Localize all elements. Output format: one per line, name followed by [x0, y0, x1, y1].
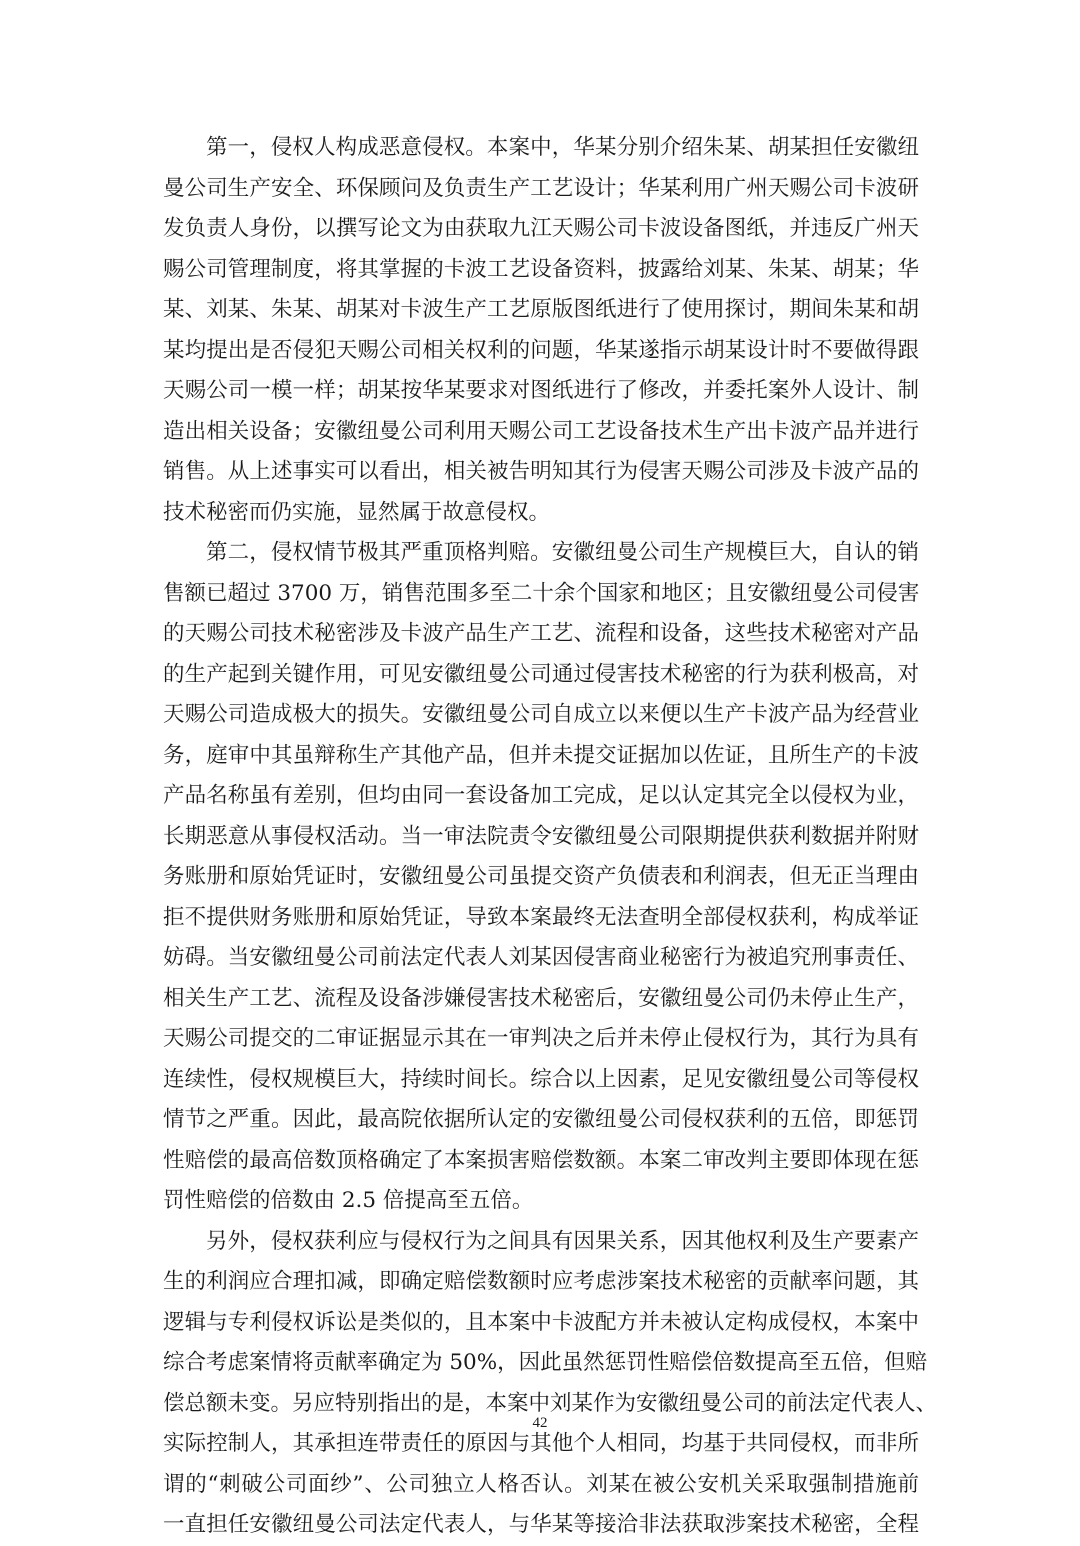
paragraph-line: 曼公司生产安全、环保顾问及负责生产工艺设计；华某利用广州天赐公司卡波研 [163, 175, 919, 201]
paragraph-3 [163, 1222, 938, 1546]
paragraph-line: 赐公司管理制度，将其掌握的卡波工艺设备资料，披露给刘某、朱某、胡某；华 [163, 256, 919, 282]
paragraph-line: 某均提出是否侵犯天赐公司相关权利的问题，华某遂指示胡某设计时不要做得跟 [163, 337, 919, 363]
paragraph-line: 生的利润应合理扣减，即确定赔偿数额时应考虑涉案技术秘密的贡献率问题，其 [163, 1269, 919, 1294]
paragraph-line: 偿总额未变。另应特别指出的是，本案中刘某作为安徽纽曼公司的前法定代表人、 [163, 1390, 938, 1416]
paragraph-line: 的生产起到关键作用，可见安徽纽曼公司通过侵害技术秘密的行为获利极高，对 [163, 661, 919, 687]
paragraph-line: 售额已超过 3700 万，销售范围多至二十余个国家和地区；且安徽纽曼公司侵害 [163, 580, 920, 606]
paragraph-line: 务，庭审中其虽辩称生产其他产品，但并未提交证据加以佐证，且所生产的卡波 [163, 742, 919, 768]
paragraph-1 [163, 128, 919, 533]
paragraph-line: 务账册和原始凭证时，安徽纽曼公司虽提交资产负债表和利润表，但无正当理由 [163, 864, 919, 889]
paragraph-line: 天赐公司一模一样；胡某按华某要求对图纸进行了修改，并委托案外人设计、制 [163, 378, 919, 403]
paragraph-line: 综合考虑案情将贡献率确定为 50%，因此虽然惩罚性赔偿倍数提高至五倍，但赔 [163, 1350, 928, 1375]
paragraph-line: 情节之严重。因此，最高院依据所认定的安徽纽曼公司侵权获利的五倍，即惩罚 [163, 1107, 919, 1132]
paragraph-line: 产品名称虽有差别，但均由同一套设备加工完成，足以认定其完全以侵权为业， [163, 783, 919, 808]
paragraph-line: 性赔偿的最高倍数顶格确定了本案损害赔偿数额。本案二审改判主要即体现在惩 [163, 1147, 919, 1173]
paragraph-line: 妨碍。当安徽纽曼公司前法定代表人刘某因侵害商业秘密行为被追究刑事责任、 [163, 945, 919, 970]
paragraph-line: 某、刘某、朱某、胡某对卡波生产工艺原版图纸进行了使用探讨，期间朱某和胡 [163, 297, 919, 322]
paragraph-line: 第二，侵权情节极其严重顶格判赔。安徽纽曼公司生产规模巨大，自认的销 [206, 540, 919, 565]
paragraph-line: 一直担任安徽纽曼公司法定代表人，与华某等接洽非法获取涉案技术秘密，全程 [163, 1512, 919, 1537]
paragraph-line: 罚性赔偿的倍数由 2.5 倍提高至五倍。 [163, 1188, 534, 1213]
paragraph-line: 天赐公司造成极大的损失。安徽纽曼公司自成立以来便以生产卡波产品为经营业 [163, 702, 919, 727]
paragraph-line: 谓的“刺破公司面纱”、公司独立人格否认。刘某在被公安机关采取强制措施前 [163, 1471, 919, 1497]
document-body [163, 128, 938, 1546]
paragraph-line: 销售。从上述事实可以看出，相关被告明知其行为侵害天赐公司涉及卡波产品的 [163, 459, 919, 484]
paragraph-line: 另外，侵权获利应与侵权行为之间具有因果关系，因其他权利及生产要素产 [206, 1228, 919, 1254]
paragraph-line: 造出相关设备；安徽纽曼公司利用天赐公司工艺设备技术生产出卡波产品并进行 [163, 418, 919, 444]
paragraph-line: 逻辑与专利侵权诉讼是类似的，且本案中卡波配方并未被认定构成侵权，本案中 [163, 1309, 919, 1335]
paragraph-line: 拒不提供财务账册和原始凭证，导致本案最终无法查明全部侵权获利，构成举证 [163, 904, 919, 930]
paragraph-line: 实际控制人，其承担连带责任的原因与其他个人相同，均基于共同侵权，而非所 [163, 1431, 919, 1456]
paragraph-line: 的天赐公司技术秘密涉及卡波产品生产工艺、流程和设备，这些技术秘密对产品 [163, 621, 919, 646]
paragraph-line: 连续性，侵权规模巨大，持续时间长。综合以上因素，足见安徽纽曼公司等侵权 [163, 1066, 919, 1092]
paragraph-2 [163, 533, 919, 1222]
paragraph-line: 长期恶意从事侵权活动。当一审法院责令安徽纽曼公司限期提供获利数据并附财 [163, 823, 919, 849]
paragraph-line: 技术秘密而仍实施，显然属于故意侵权。 [163, 499, 551, 525]
paragraph-line: 相关生产工艺、流程及设备涉嫌侵害技术秘密后，安徽纽曼公司仍未停止生产， [163, 985, 919, 1011]
paragraph-line: 发负责人身份，以撰写论文为由获取九江天赐公司卡波设备图纸，并违反广州天 [163, 216, 919, 241]
page-number: 42 [532, 1415, 548, 1431]
paragraph-line: 第一，侵权人构成恶意侵权。本案中，华某分别介绍朱某、胡某担任安徽纽 [206, 135, 919, 160]
paragraph-line: 天赐公司提交的二审证据显示其在一审判决之后并未停止侵权行为，其行为具有 [163, 1026, 919, 1051]
